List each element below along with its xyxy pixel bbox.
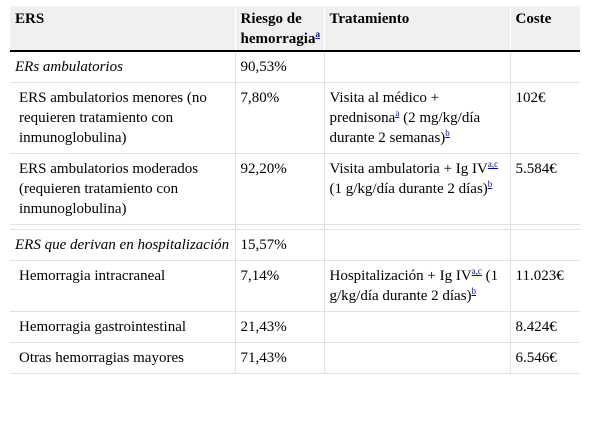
- table-row: [10, 51, 580, 83]
- table-header-row: [10, 6, 580, 51]
- footnote-link[interactable]: a: [395, 108, 400, 118]
- cell-tratamiento: [324, 230, 510, 261]
- cell-ers: ERS ambulatorios menores (no requieren tratamiento con inmunoglobulina): [10, 83, 235, 154]
- table-row: [10, 230, 580, 261]
- table-row: [10, 261, 580, 312]
- header-riesgo: Riesgo de hemorragia$^a$: [235, 6, 324, 51]
- cell-tratamiento: Visita al médico + prednisona$^a$ (2 mg/kg/día durante 2 semanas)$^b$: [324, 83, 510, 154]
- cell-riesgo: 21,43%: [235, 312, 324, 343]
- cell-ers: Hemorragia gastrointestinal: [10, 312, 235, 343]
- cell-riesgo: 71,43%: [235, 343, 324, 374]
- cell-coste: 8.424€: [510, 312, 580, 343]
- header-tratamiento: Tratamiento: [324, 6, 510, 51]
- cell-ers: ERs ambulatorios: [10, 51, 235, 83]
- footnote-link[interactable]: a,c: [471, 266, 482, 276]
- footnote-link[interactable]: b: [445, 128, 450, 138]
- header-coste: Coste: [510, 6, 580, 51]
- cell-coste: 6.546€: [510, 343, 580, 374]
- cell-tratamiento: Visita ambulatoria + Ig IV$^{a,c}$ (1 g/kg/día durante 2 días)$^b$: [324, 154, 510, 225]
- footnote-link-a[interactable]: a: [315, 29, 320, 39]
- cell-tratamiento: [324, 343, 510, 374]
- cell-coste: [510, 51, 580, 83]
- cell-riesgo: 15,57%: [235, 230, 324, 261]
- cell-ers: Hemorragia intracraneal: [10, 261, 235, 312]
- cell-coste: [510, 230, 580, 261]
- cell-riesgo: 7,80%: [235, 83, 324, 154]
- cell-ers: ERS que derivan en hospitalización: [10, 230, 235, 261]
- header-ers: ERS: [10, 6, 235, 51]
- cell-ers: Otras hemorragias mayores: [10, 343, 235, 374]
- cell-coste: 11.023€: [510, 261, 580, 312]
- cell-riesgo: 7,14%: [235, 261, 324, 312]
- cell-coste: 102€: [510, 83, 580, 154]
- cell-coste: 5.584€: [510, 154, 580, 225]
- cell-tratamiento: [324, 51, 510, 83]
- cell-tratamiento: [324, 312, 510, 343]
- cell-riesgo: 90,53%: [235, 51, 324, 83]
- table-row: [10, 343, 580, 374]
- footnote-link[interactable]: b: [471, 286, 477, 296]
- cell-ers: ERS ambulatorios moderados (requieren tratamiento con inmunoglobulina): [10, 154, 235, 225]
- cell-riesgo: 92,20%: [235, 154, 324, 225]
- cell-tratamiento: Hospitalización + Ig IV$^{a,c}$ (1 g/kg/día durante 2 días)$^b$: [324, 261, 510, 312]
- table-row: [10, 312, 580, 343]
- footnote-link[interactable]: a,c: [487, 159, 499, 169]
- footnote-link[interactable]: b: [487, 179, 493, 189]
- costs-table: [10, 6, 580, 374]
- table-row: [10, 83, 580, 154]
- table-row: [10, 154, 580, 225]
